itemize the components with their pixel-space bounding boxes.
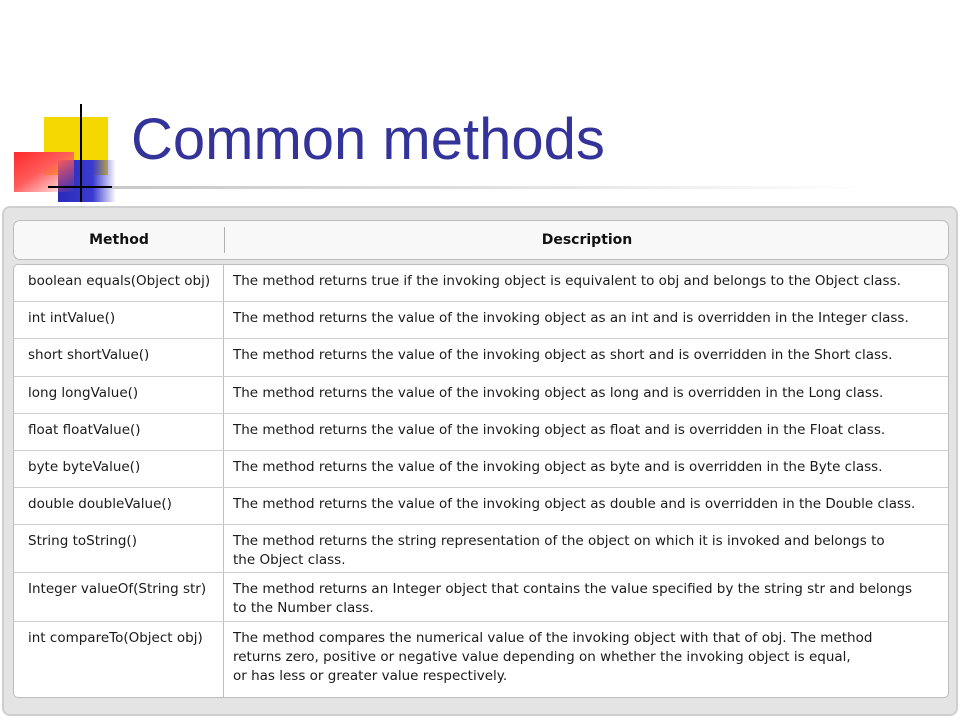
description-cell [224,451,948,477]
description-line: the Object class. [233,552,346,568]
description-cell [224,525,948,570]
description-line: The method returns the value of the invoking object as byte and is overridden in the Byte class. [233,459,883,475]
method-cell: short shortValue() [14,339,224,376]
description-cell [224,622,948,686]
table-row [14,573,948,622]
description-line: or has less or greater value respectively. [233,668,508,684]
method-cell: int compareTo(Object obj) [14,622,224,698]
method-cell: Integer valueOf(String str) [14,573,224,621]
method-cell: int intValue() [14,302,224,338]
description-line: The method returns the value of the invoking object as long and is overridden in the Long class. [233,385,884,401]
title-underline [112,186,872,189]
description-line: The method returns the value of the invoking object as float and is overridden in the Float class. [233,422,886,438]
method-cell: boolean equals(Object obj) [14,265,224,301]
method-cell: long longValue() [14,377,224,413]
table-row [14,339,948,377]
description-line: The method returns the value of the invoking object as short and is overridden in the Short class. [233,347,893,363]
method-cell: String toString() [14,525,224,572]
description-line: to the Number class. [233,600,374,616]
header-method: Method [89,232,149,248]
table-body [13,264,949,698]
table-row [14,622,948,698]
table-row [14,302,948,339]
table-header [13,220,949,260]
table-row [14,525,948,573]
table-row [14,265,948,302]
description-line: The method compares the numerical value of the invoking object with that of obj. The method [233,630,873,646]
description-cell [224,265,948,291]
description-line: The method returns an Integer object that contains the value specified by the string str and belongs [233,581,913,597]
method-cell: float floatValue() [14,414,224,450]
slide-title: Common methods [131,107,605,172]
table-row [14,377,948,414]
description-cell [224,414,948,440]
description-line: The method returns the value of the invoking object as an int and is overridden in the Integer class. [233,310,909,326]
table-row [14,414,948,451]
description-cell [224,302,948,328]
description-cell [224,339,948,365]
description-cell [224,573,948,618]
description-cell [224,377,948,403]
description-cell [224,488,948,514]
methods-table [2,206,958,716]
method-cell: double doubleValue() [14,488,224,524]
description-line: returns zero, positive or negative value depending on whether the invoking object is equal, [233,649,851,665]
description-line: The method returns true if the invoking object is equivalent to obj and belongs to the Object class. [233,273,901,289]
method-cell: byte byteValue() [14,451,224,487]
header-description: Description [541,232,633,248]
table-row [14,451,948,488]
table-row [14,488,948,525]
description-line: The method returns the value of the invoking object as double and is overridden in the Double class. [233,496,916,512]
description-line: The method returns the string representation of the object on which it is invoked and belongs to [233,533,885,549]
